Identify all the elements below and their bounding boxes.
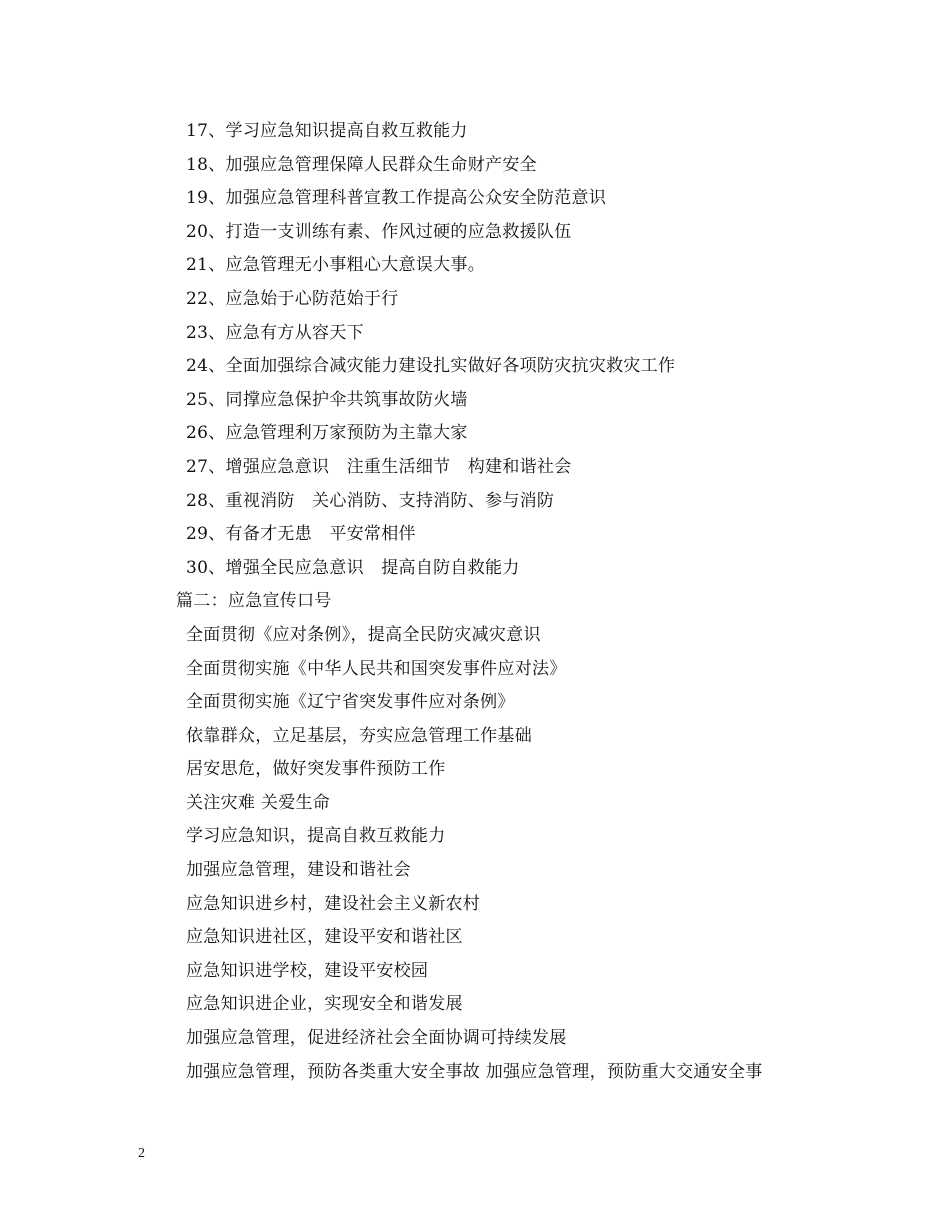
list-item: 19、加强应急管理科普宣教工作提高公众安全防范意识	[186, 188, 607, 209]
slogan-item: 应急知识进社区，建设平安和谐社区	[186, 927, 463, 948]
list-item: 30、增强全民应急意识 提高自防自救能力	[186, 557, 520, 578]
list-item: 23、应急有方从容天下	[186, 322, 364, 343]
list-item: 25、同撑应急保护伞共筑事故防火墙	[186, 389, 468, 410]
list-item: 29、有备才无患 平安常相伴	[186, 524, 416, 545]
list-item: 24、全面加强综合减灾能力建设扎实做好各项防灾抗灾救灾工作	[186, 356, 676, 377]
list-item: 28、重视消防 关心消防、支持消防、参与消防	[186, 490, 555, 511]
slogan-item: 全面贯彻《应对条例》，提高全民防灾减灾意识	[186, 624, 541, 645]
slogan-item: 应急知识进学校，建设平安校园	[186, 960, 429, 981]
slogan-item: 依靠群众，立足基层，夯实应急管理工作基础	[186, 725, 532, 746]
list-item: 20、打造一支训练有素、作风过硬的应急救援队伍	[186, 221, 572, 242]
slogan-item: 全面贯彻实施《辽宁省突发事件应对条例》	[186, 692, 515, 713]
section-heading: 篇二：应急宣传口号	[176, 591, 332, 612]
list-item: 18、加强应急管理保障人民群众生命财产安全	[186, 154, 537, 175]
slogan-item: 应急知识进企业，实现安全和谐发展	[186, 994, 463, 1015]
slogan-item: 居安思危，做好突发事件预防工作	[186, 759, 446, 780]
page-number: 2	[138, 1146, 145, 1161]
slogan-item: 全面贯彻实施《中华人民共和国突发事件应对法》	[186, 658, 567, 679]
list-item: 26、应急管理利万家预防为主靠大家	[186, 423, 468, 444]
slogan-item: 加强应急管理，促进经济社会全面协调可持续发展	[186, 1028, 567, 1049]
document-body	[176, 115, 876, 1089]
list-item: 22、应急始于心防范始于行	[186, 288, 399, 309]
slogan-item: 学习应急知识，提高自救互救能力	[186, 826, 446, 847]
slogan-item: 关注灾难 关爱生命	[186, 792, 331, 813]
slogan-item: 加强应急管理，预防各类重大安全事故 加强应急管理，预防重大交通安全事	[186, 1061, 763, 1082]
list-item: 21、应急管理无小事粗心大意误大事。	[186, 255, 486, 276]
list-item: 17、学习应急知识提高自救互救能力	[186, 121, 468, 141]
slogan-item: 应急知识进乡村，建设社会主义新农村	[186, 893, 481, 914]
list-item: 27、增强应急意识 注重生活细节 构建和谐社会	[186, 456, 572, 477]
slogan-item: 加强应急管理，建设和谐社会	[186, 860, 411, 881]
